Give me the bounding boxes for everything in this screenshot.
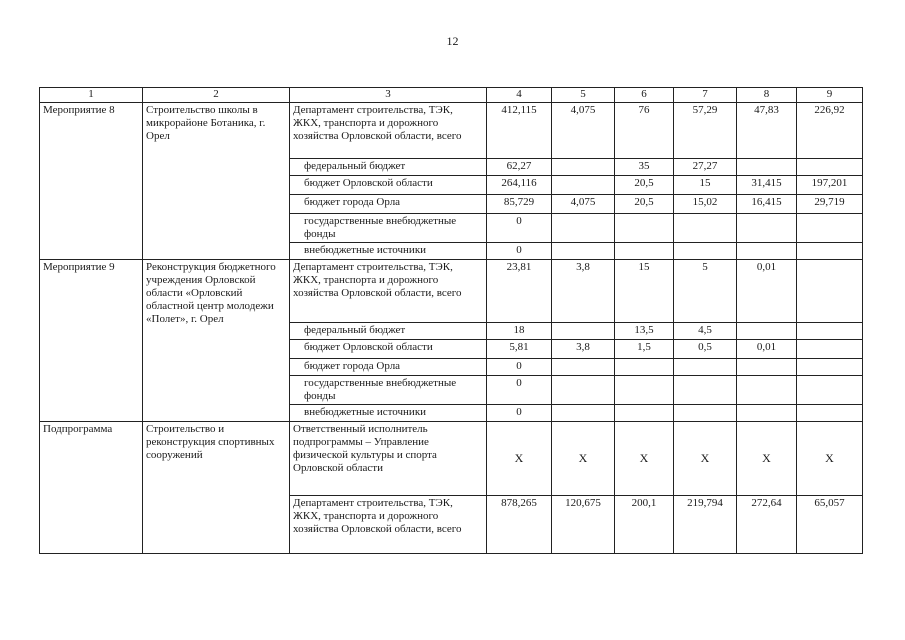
value-cell [737, 159, 797, 176]
header-cell: 5 [552, 88, 615, 103]
value-cell: 5 [674, 260, 737, 323]
activity-code: Мероприятие 8 [40, 103, 143, 260]
value-cell: 76 [615, 103, 674, 159]
value-cell: Х [615, 422, 674, 496]
value-cell [615, 214, 674, 243]
value-cell [615, 359, 674, 376]
value-cell [552, 376, 615, 405]
value-cell: 878,265 [487, 496, 552, 554]
value-cell: 0,01 [737, 340, 797, 359]
value-cell: 0 [487, 376, 552, 405]
value-cell [797, 159, 863, 176]
value-cell: 27,27 [674, 159, 737, 176]
funding-source: федеральный бюджет [290, 159, 487, 176]
header-cell: 9 [797, 88, 863, 103]
value-cell: 13,5 [615, 323, 674, 340]
value-cell [552, 405, 615, 422]
value-cell: 197,201 [797, 176, 863, 195]
header-cell: 2 [143, 88, 290, 103]
value-cell: 16,415 [737, 195, 797, 214]
table-row [40, 103, 863, 159]
value-cell [615, 376, 674, 405]
value-cell [737, 376, 797, 405]
value-cell: 47,83 [737, 103, 797, 159]
value-cell: 0,01 [737, 260, 797, 323]
value-cell: 57,29 [674, 103, 737, 159]
header-row [40, 88, 863, 103]
value-cell [552, 176, 615, 195]
funding-source: государственные внебюджетные фонды [290, 214, 487, 243]
header-cell: 4 [487, 88, 552, 103]
value-cell [552, 214, 615, 243]
activity-code: Мероприятие 9 [40, 260, 143, 422]
value-cell [797, 405, 863, 422]
funding-source: федеральный бюджет [290, 323, 487, 340]
value-cell: 5,81 [487, 340, 552, 359]
activity-name: Реконструкция бюджетного учреждения Орловской области «Орловский областной центр молодежи «Полет», г. Орел [143, 260, 290, 422]
value-cell [552, 159, 615, 176]
value-cell [737, 359, 797, 376]
subprogram-code: Подпрограмма [40, 422, 143, 554]
funding-source: внебюджетные источники [290, 243, 487, 260]
value-cell [797, 376, 863, 405]
header-cell: 8 [737, 88, 797, 103]
value-cell [674, 376, 737, 405]
value-cell: 3,8 [552, 260, 615, 323]
value-cell: 3,8 [552, 340, 615, 359]
value-cell [797, 340, 863, 359]
table-row [40, 422, 863, 496]
value-cell [674, 243, 737, 260]
value-cell: 1,5 [615, 340, 674, 359]
value-cell [615, 243, 674, 260]
value-cell: 20,5 [615, 176, 674, 195]
value-cell: 219,794 [674, 496, 737, 554]
value-cell: 23,81 [487, 260, 552, 323]
value-cell: 65,057 [797, 496, 863, 554]
funding-source: государственные внебюджетные фонды [290, 376, 487, 405]
value-cell: 272,64 [737, 496, 797, 554]
value-cell [797, 214, 863, 243]
value-cell: 4,075 [552, 103, 615, 159]
value-cell: 15 [674, 176, 737, 195]
value-cell: 0 [487, 405, 552, 422]
header-cell: 3 [290, 88, 487, 103]
value-cell: 200,1 [615, 496, 674, 554]
value-cell: 0 [487, 214, 552, 243]
value-cell [552, 359, 615, 376]
value-cell: 18 [487, 323, 552, 340]
value-cell [797, 243, 863, 260]
value-cell: 0 [487, 243, 552, 260]
value-cell: 15 [615, 260, 674, 323]
value-cell [674, 214, 737, 243]
value-cell: 412,115 [487, 103, 552, 159]
funding-source: бюджет города Орла [290, 195, 487, 214]
value-cell [674, 359, 737, 376]
value-cell [797, 359, 863, 376]
value-cell [737, 323, 797, 340]
funding-source: Департамент строительства, ТЭК, ЖКХ, транспорта и дорожного хозяйства Орловской области, всего [290, 260, 487, 323]
header-cell: 1 [40, 88, 143, 103]
value-cell [797, 323, 863, 340]
value-cell: 0 [487, 359, 552, 376]
value-cell: 20,5 [615, 195, 674, 214]
funding-source: Департамент строительства, ТЭК, ЖКХ, транспорта и дорожного хозяйства Орловской области, всего [290, 103, 487, 159]
value-cell: 29,719 [797, 195, 863, 214]
value-cell: 35 [615, 159, 674, 176]
program-table [39, 87, 863, 554]
header-cell: 6 [615, 88, 674, 103]
value-cell: 4,075 [552, 195, 615, 214]
value-cell: 31,415 [737, 176, 797, 195]
value-cell [552, 243, 615, 260]
value-cell: 120,675 [552, 496, 615, 554]
value-cell: 264,116 [487, 176, 552, 195]
value-cell [552, 323, 615, 340]
page-number: 12 [446, 34, 459, 48]
funding-source: внебюджетные источники [290, 405, 487, 422]
value-cell: 85,729 [487, 195, 552, 214]
table-row [40, 260, 863, 323]
funding-source: бюджет Орловской области [290, 340, 487, 359]
value-cell: Х [552, 422, 615, 496]
funding-source: Департамент строительства, ТЭК, ЖКХ, транспорта и дорожного хозяйства Орловской области, всего [290, 496, 487, 554]
funding-source: бюджет Орловской области [290, 176, 487, 195]
value-cell: Х [737, 422, 797, 496]
value-cell [737, 214, 797, 243]
value-cell: Х [797, 422, 863, 496]
activity-name: Строительство школы в микрорайоне Ботаника, г. Орел [143, 103, 290, 260]
value-cell [737, 243, 797, 260]
value-cell: Х [674, 422, 737, 496]
responsible-executor: Ответственный исполнитель подпрограммы – Управление физической культуры и спорта Орловской области [290, 422, 487, 496]
value-cell: 15,02 [674, 195, 737, 214]
value-cell: 0,5 [674, 340, 737, 359]
value-cell: 226,92 [797, 103, 863, 159]
value-cell [674, 405, 737, 422]
value-cell: Х [487, 422, 552, 496]
value-cell: 62,27 [487, 159, 552, 176]
header-cell: 7 [674, 88, 737, 103]
subprogram-name: Строительство и реконструкция спортивных сооружений [143, 422, 290, 554]
funding-source: бюджет города Орла [290, 359, 487, 376]
value-cell: 4,5 [674, 323, 737, 340]
value-cell [797, 260, 863, 323]
value-cell [737, 405, 797, 422]
value-cell [615, 405, 674, 422]
